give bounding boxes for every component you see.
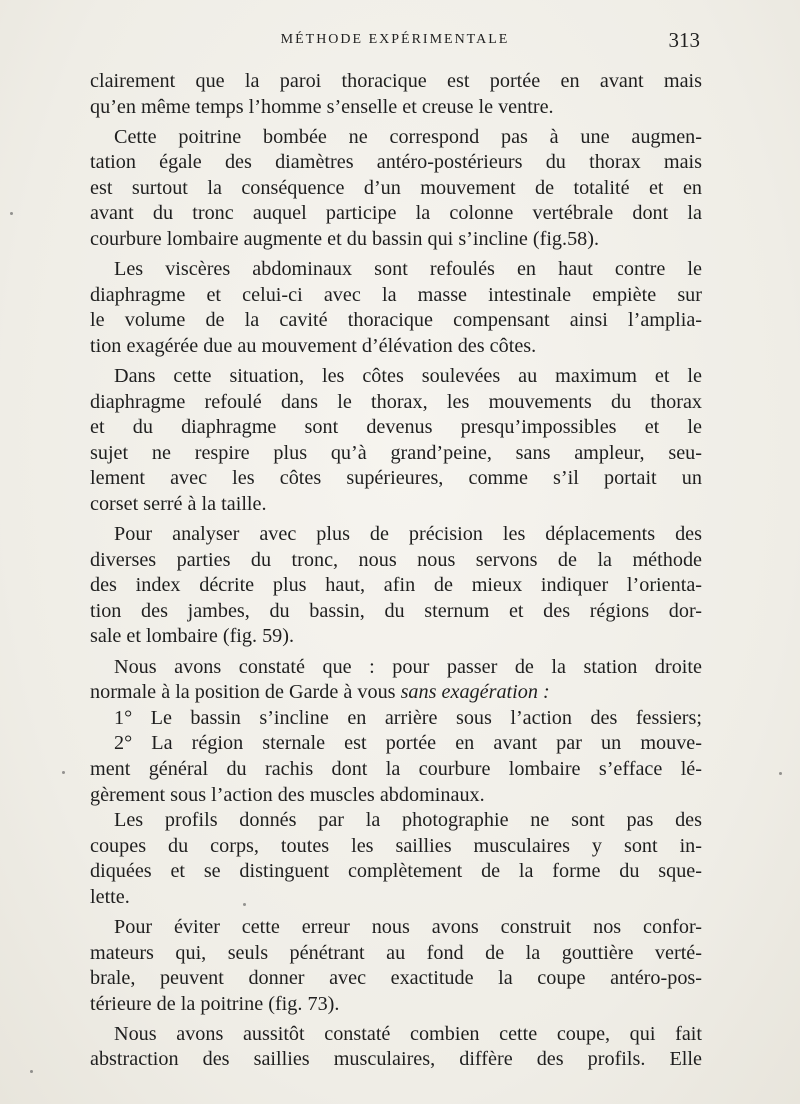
text-line: est surtout la conséquence d’un mouvement de totalité et en	[90, 176, 702, 199]
text-run: normale à la position de Garde à vous	[90, 681, 396, 704]
paragraph	[90, 522, 702, 650]
text-line: sujet ne respire plus qu’à grand’peine, sans ampleur, seu-	[90, 441, 702, 464]
text-line: 1° Le bassin s’incline en arrière sous l’action des fessiers;	[114, 706, 702, 729]
italic-phrase: sans exagération :	[400, 681, 550, 704]
paragraph	[90, 364, 702, 518]
text-line: tion des jambes, du bassin, du sternum et des régions dor-	[90, 599, 702, 622]
text-line: 2° La région sternale est portée en avant par un mouve-	[114, 732, 702, 755]
text-line: avant du tronc auquel participe la colonne vertébrale dont la	[90, 202, 702, 225]
scan-speck	[10, 212, 13, 215]
text-line: et du diaphragme sont devenus presqu’impossibles et le	[90, 416, 702, 439]
text-line: Dans cette situation, les côtes soulevées au maximum et le	[114, 365, 702, 388]
text-line: Pour éviter cette erreur nous avons construit nos confor-	[114, 916, 702, 938]
page-number: 313	[668, 28, 700, 52]
text-line: corset serré à la taille.	[90, 493, 267, 515]
scan-speck	[30, 1070, 33, 1073]
text-line: qu’en même temps l’homme s’enselle et creuse le ventre.	[90, 95, 554, 118]
paragraph	[90, 257, 702, 359]
text-line: des index décrite plus haut, afin de mieux indiquer l’orienta-	[90, 574, 702, 597]
text-line: Les viscères abdominaux sont refoulés en haut contre le	[114, 258, 702, 281]
text-line: diverses parties du tronc, nous nous servons de la méthode	[90, 548, 702, 571]
paragraph	[90, 706, 702, 732]
text-line: courbure lombaire augmente et du bassin qui s’incline (fig.58).	[90, 228, 600, 251]
text-line: Pour analyser avec plus de précision les déplacements des	[114, 523, 702, 546]
text-line: tation égale des diamètres antéro-postérieurs du thorax mais	[90, 151, 702, 174]
paragraph	[90, 731, 702, 808]
text-line: Les profils donnés par la photographie ne sont pas des	[114, 809, 702, 832]
scan-speck	[779, 772, 782, 775]
text-line: gèrement sous l’action des muscles abdominaux.	[90, 783, 485, 806]
text-line: abstraction des saillies musculaires, diffère des profils. Elle	[90, 1048, 702, 1071]
paragraph	[90, 1022, 702, 1073]
text-line: tion exagérée due au mouvement d’élévation des côtes.	[90, 334, 537, 357]
text-line: clairement que la paroi thoracique est portée en avant mais	[90, 70, 702, 92]
text-line: mateurs qui, seuls pénétrant au fond de la gouttière verté-	[90, 941, 702, 964]
paragraph	[90, 125, 702, 253]
page-header	[90, 28, 700, 52]
running-title: MÉTHODE EXPÉRIMENTALE	[280, 32, 510, 47]
paragraph	[90, 915, 702, 1017]
text-line: coupes du corps, toutes les saillies musculaires y sont in-	[90, 834, 702, 857]
paragraph	[90, 69, 702, 120]
text-line: lette.	[90, 885, 130, 908]
text-line: Cette poitrine bombée ne correspond pas à une augmen-	[114, 125, 702, 148]
scan-speck	[243, 903, 246, 906]
text-line: sale et lombaire (fig. 59).	[90, 625, 295, 648]
text-line: Nous avons constaté que : pour passer de la station droite	[114, 655, 702, 678]
scan-speck	[62, 771, 65, 774]
body-text	[90, 69, 702, 1073]
text-line	[90, 680, 702, 706]
paragraph	[90, 655, 702, 706]
text-line: diaphragme et celui-ci avec la masse intestinale empiète sur	[90, 283, 702, 306]
text-line: le volume de la cavité thoracique compensant ainsi l’amplia-	[90, 309, 702, 332]
text-line: lement avec les côtes supérieures, comme s’il portait un	[90, 467, 702, 490]
text-line: Nous avons aussitôt constaté combien cette coupe, qui fait	[114, 1022, 702, 1045]
paragraph	[90, 808, 702, 910]
text-line: diaphragme refoulé dans le thorax, les mouvements du thorax	[90, 390, 702, 413]
text-line: diquées et se distinguent complètement de la forme du sque-	[90, 860, 702, 883]
text-line: brale, peuvent donner avec exactitude la coupe antéro-pos-	[90, 967, 702, 990]
text-line: térieure de la poitrine (fig. 73).	[90, 992, 340, 1015]
text-line: ment général du rachis dont la courbure lombaire s’efface lé-	[90, 757, 702, 780]
